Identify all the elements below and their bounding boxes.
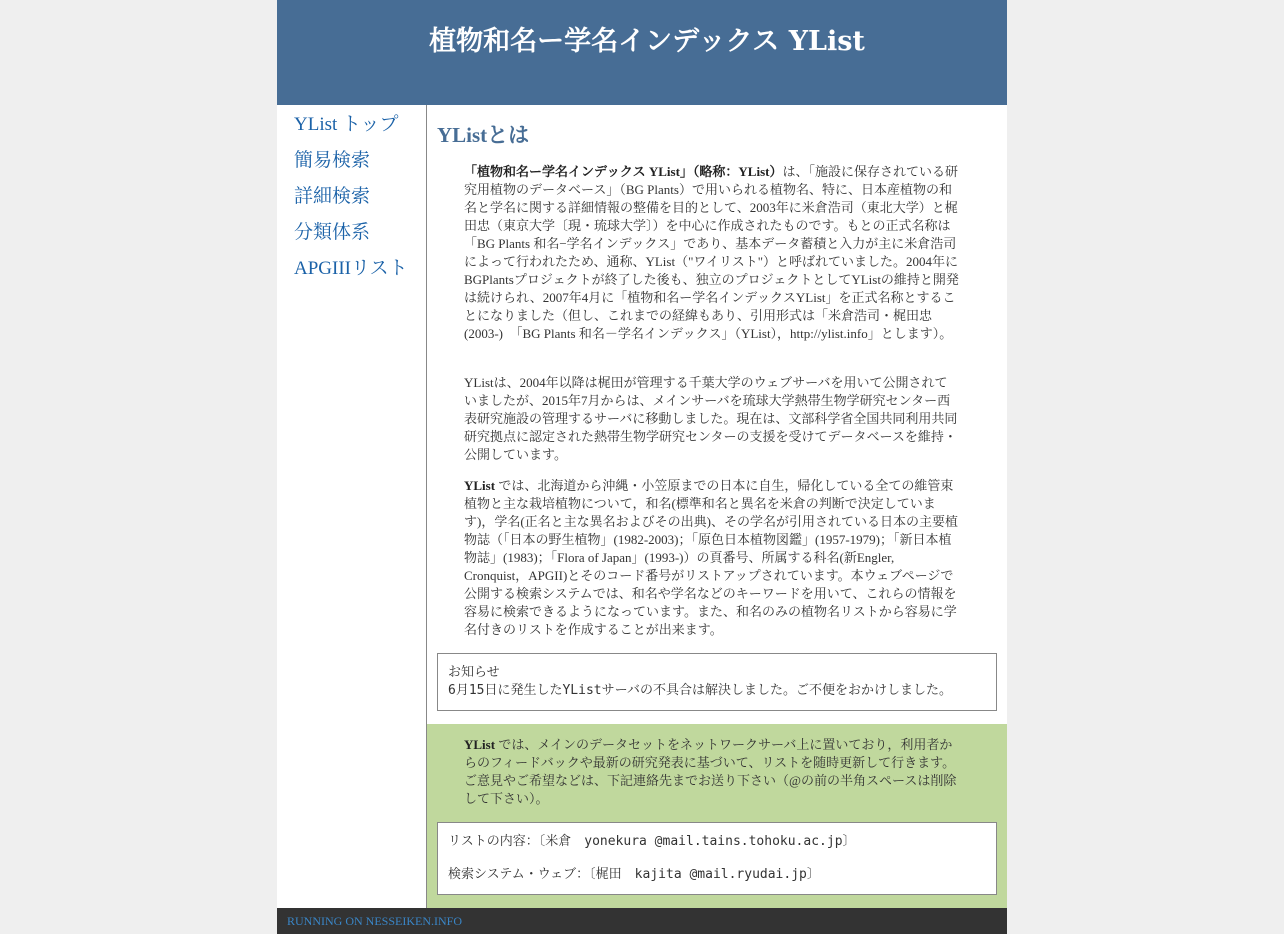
feedback-bold-name: YList <box>464 737 496 752</box>
notice-title: お知らせ <box>448 665 500 680</box>
nav-item-top <box>294 113 398 137</box>
nav-item-detailed-search <box>294 185 370 209</box>
nav-link-apgiii-list[interactable]: APGIIIリスト <box>294 258 408 279</box>
feedback-section <box>427 724 1007 908</box>
nav-link-classification[interactable]: 分類体系 <box>294 222 371 243</box>
nav-link-detailed-search[interactable]: 詳細検索 <box>294 186 371 207</box>
contact-box <box>437 822 997 895</box>
feedback-paragraph <box>464 736 959 808</box>
contact-list-content: リストの内容：〔米倉 yonekura @mail.tains.tohoku.ac.jp〕 <box>448 834 856 849</box>
nav-item-classification <box>294 221 370 245</box>
page-wrapper <box>277 0 1007 934</box>
nav-link-simple-search[interactable]: 簡易検索 <box>294 150 371 171</box>
nav-link-ylist-top[interactable]: YList トップ <box>294 114 399 135</box>
nav-item-simple-search <box>294 149 370 173</box>
contact-search-system: 検索システム・ウェブ：〔梶田 kajita @mail.ryudai.jp〕 <box>448 867 820 882</box>
scope-paragraph <box>464 477 959 639</box>
site-header <box>277 0 1007 105</box>
notice-box <box>437 653 997 711</box>
site-footer <box>277 908 1007 934</box>
sidebar-nav <box>277 105 427 908</box>
intro-text: は、「施設に保存されている研究用植物のデータベース」（BG Plants）で用いられる植物名、特に、日本産植物の和名と学名に関する詳細情報の整備を目的として、2003年に米倉浩司（東北大学）と梶田忠（東京大学〔現・琉球大学〕）を中心に作成されたものです。もとの正式名称は「BG Plants 和名−学名インデックス」であり、基本データ蓄積と入力が主に米倉浩司によって行われたため、通称、YList（"ワイリスト"）と呼ばれていました。2004年にBGPlantsプロジェクトが終了した後も、独立のプロジェクトとしてYListの維持と開発は続けられ、2007年4月に「植物和名ー学名インデックスYList」を正式名称とすることになりました（但し、これまでの経緯もあり、引用形式は「米倉浩司・梶田忠 (2003-) 「BG Plants 和名－学名インデックス」（YList），http://ylist.info」とします）。 <box>464 164 959 341</box>
intro-paragraph <box>464 163 959 343</box>
footer-link-nesseiken[interactable]: RUNNING ON NESSEIKEN.INFO <box>287 914 462 928</box>
scope-bold-name: YList <box>464 478 496 493</box>
nav-item-apgiii <box>294 257 408 281</box>
feedback-text: では、メインのデータセットをネットワークサーバ上に置いており，利用者からのフィードバックや最新の研究発表に基づいて、リストを随時更新して行きます。ご意見やご希望などは、下記連絡先までお送り下さい（@の前の半角スペースは削除して下さい）。 <box>464 737 957 806</box>
history-paragraph <box>464 374 959 464</box>
site-title: 植物和名ー学名インデックス YList <box>429 26 865 57</box>
section-heading-about: YListとは <box>437 123 530 147</box>
scope-text: では、北海道から沖縄・小笠原までの日本に自生，帰化している全ての維管束植物と主な栽培植物について，和名(標準和名と異名を米倉の判断で決定しています)，学名(正名と主な異名およびその出典)、その学名が引用されている日本の主要植物誌（「日本の野生植物」(1982-2003)；「原色日本植物図鑑」(1957-1979)；「新日本植物誌」(1983)；「Flora of Japan」(1993-)）の頁番号、所属する科名(新Engler, Cronquist，APGII)とそのコード番号がリストアップされています。本ウェブページで公開する検索システムでは、和名や学名などのキーワードを用いて、これらの情報を容易に検索できるようになっています。また、和名のみの植物名リストから容易に学名付きのリストを作成することが出来ます。 <box>464 478 958 637</box>
notice-text: 6月15日に発生したYListサーバの不具合は解決しました。ご不便をおかけしました。 <box>448 683 952 698</box>
main-content <box>427 105 1007 724</box>
history-text: YListは、2004年以降は梶田が管理する千葉大学のウェブサーバを用いて公開されていましたが、2015年7月からは、メインサーバを琉球大学熱帯生物学研究センター西表研究施設の管理するサーバに移動しました。現在は、文部科学省全国共同利用共同研究拠点に認定された熱帯生物学研究センターの支援を受けてデータベースを維持・公開しています。 <box>464 375 958 462</box>
intro-bold-name: 「植物和名ー学名インデックス YList」（略称：YList） <box>464 164 783 179</box>
